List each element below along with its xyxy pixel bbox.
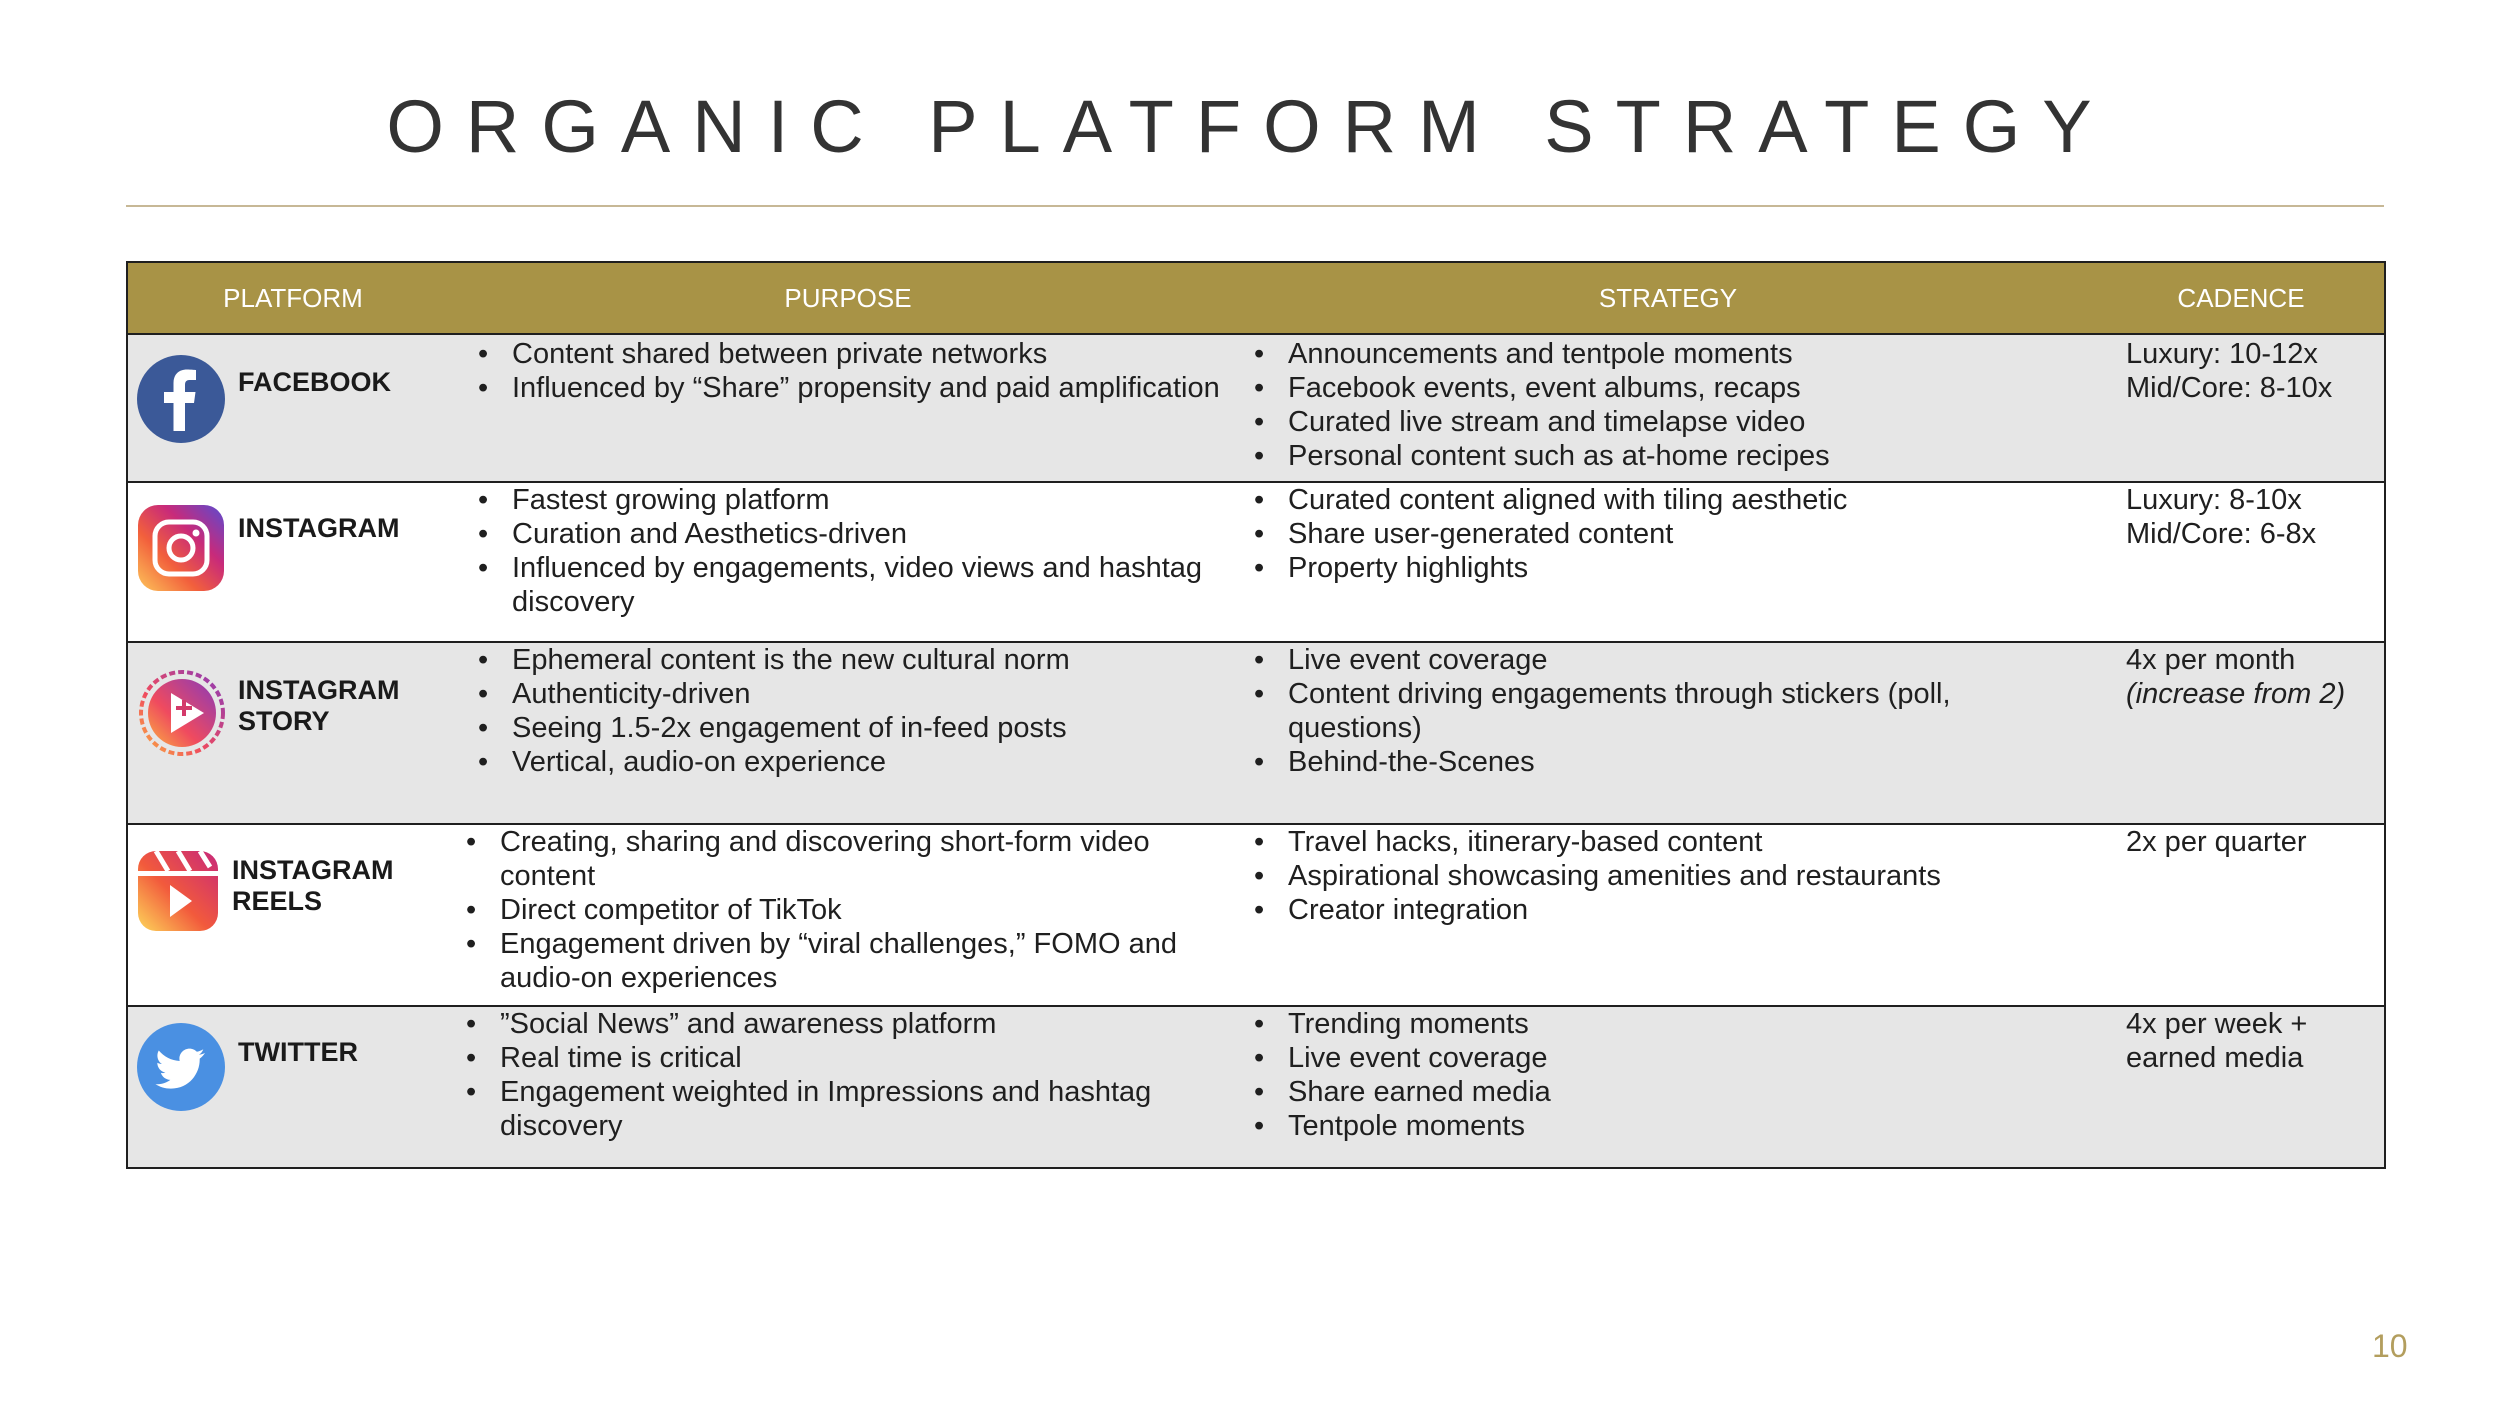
- cadence-cell: [2126, 337, 2332, 405]
- instagram-story-logo-icon: [138, 669, 226, 757]
- list-item: • Creator integration: [1288, 893, 2068, 927]
- list-item: • Travel hacks, itinerary-based content: [1288, 825, 2068, 859]
- list-item: • Influenced by “Share” propensity and paid amplification: [512, 371, 1272, 405]
- header-cadence: CADENCE: [2177, 282, 2305, 313]
- list-item: • Trending moments: [1288, 1007, 2068, 1041]
- cadence-line: Mid/Core: 6-8x: [2126, 518, 2317, 550]
- table-row-instagram: [128, 481, 2384, 641]
- list-item: • Engagement driven by “viral challenges,” FOMO and audio-on experiences: [500, 927, 1240, 995]
- cadence-cell: [2126, 825, 2307, 859]
- list-item: • Behind-the-Scenes: [1288, 745, 2008, 779]
- cadence-note: (increase from 2): [2126, 678, 2346, 710]
- instagram-reels-logo-icon: [138, 851, 218, 931]
- instagram-logo-icon: [138, 505, 224, 591]
- strategy-list: [1288, 1007, 2068, 1143]
- table-row-instagram-reels: [128, 823, 2384, 1005]
- platform-name: INSTAGRAM REELS: [232, 855, 394, 916]
- list-item: • Content shared between private networks: [512, 337, 1272, 371]
- cadence-cell: [2126, 483, 2316, 551]
- list-item: • Curated live stream and timelapse video: [1288, 405, 2068, 439]
- page-number: 10: [2372, 1328, 2408, 1364]
- strategy-list: [1288, 337, 2068, 473]
- header-strategy: STRATEGY: [1598, 282, 1738, 313]
- cadence-line: 2x per quarter: [2126, 826, 2307, 858]
- list-item: • Facebook events, event albums, recaps: [1288, 371, 2068, 405]
- twitter-logo-icon: [137, 1023, 225, 1111]
- list-item: • Live event coverage: [1288, 643, 2008, 677]
- platform-name: INSTAGRAM: [238, 513, 400, 543]
- purpose-list: [512, 483, 1222, 619]
- list-item: • Property highlights: [1288, 551, 2068, 585]
- title-divider: [126, 205, 2384, 207]
- purpose-list: [128, 335, 1272, 405]
- platform-name: FACEBOOK: [238, 367, 392, 397]
- purpose-list: [512, 643, 1232, 779]
- strategy-table: [126, 261, 2386, 1169]
- header-platform: PLATFORM: [223, 282, 363, 313]
- list-item: • Real time is critical: [500, 1041, 1240, 1075]
- header-purpose: PURPOSE: [784, 282, 912, 313]
- list-item: • Share user-generated content: [1288, 517, 2068, 551]
- list-item: • Engagement weighted in Impressions and hashtag discovery: [500, 1075, 1240, 1143]
- list-item: • Ephemeral content is the new cultural norm: [512, 643, 1232, 677]
- list-item: • Personal content such as at-home recipes: [1288, 439, 2068, 473]
- cadence-line: Mid/Core: 8-10x: [2126, 372, 2333, 404]
- list-item: • Content driving engagements through stickers (poll, questions): [1288, 677, 2008, 745]
- cadence-line: 4x per week +: [2126, 1008, 2308, 1040]
- cadence-line: Luxury: 8-10x: [2126, 484, 2302, 516]
- list-item: • Aspirational showcasing amenities and restaurants: [1288, 859, 2068, 893]
- list-item: • Curation and Aesthetics-driven: [512, 517, 1222, 551]
- strategy-list: [1288, 825, 2068, 927]
- strategy-list: [1288, 483, 2068, 585]
- cadence-line: earned media: [2126, 1042, 2304, 1074]
- platform-name: TWITTER: [238, 1037, 358, 1067]
- cadence-line: Luxury: 10-12x: [2126, 338, 2318, 370]
- table-header: [128, 263, 2384, 333]
- purpose-list: [500, 1007, 1240, 1143]
- cadence-cell: [2126, 1007, 2307, 1075]
- list-item: • Share earned media: [1288, 1075, 2068, 1109]
- list-item: • Vertical, audio-on experience: [512, 745, 1232, 779]
- platform-name: INSTAGRAM STORY: [238, 675, 400, 736]
- list-item: • Announcements and tentpole moments: [1288, 337, 2068, 371]
- list-item: • Curated content aligned with tiling aesthetic: [1288, 483, 2068, 517]
- table-row-facebook: [128, 333, 2384, 481]
- list-item: • Creating, sharing and discovering short-form video content: [500, 825, 1240, 893]
- strategy-list: [1288, 643, 2008, 779]
- slide-title: ORGANIC PLATFORM STRATEGY: [386, 85, 2114, 168]
- list-item: • Influenced by engagements, video views and hashtag discovery: [512, 551, 1222, 619]
- list-item: • Seeing 1.5-2x engagement of in-feed posts: [512, 711, 1232, 745]
- cadence-line: 4x per month: [2126, 644, 2296, 676]
- list-item: • Direct competitor of TikTok: [500, 893, 1240, 927]
- table-row-instagram-story: [128, 641, 2384, 823]
- table-row-twitter: [128, 1005, 2384, 1167]
- list-item: • Fastest growing platform: [512, 483, 1222, 517]
- list-item: • Live event coverage: [1288, 1041, 2068, 1075]
- list-item: • ”Social News” and awareness platform: [500, 1007, 1240, 1041]
- cadence-cell: [2126, 643, 2345, 711]
- list-item: • Tentpole moments: [1288, 1109, 2068, 1143]
- list-item: • Authenticity-driven: [512, 677, 1232, 711]
- purpose-list: [500, 825, 1240, 995]
